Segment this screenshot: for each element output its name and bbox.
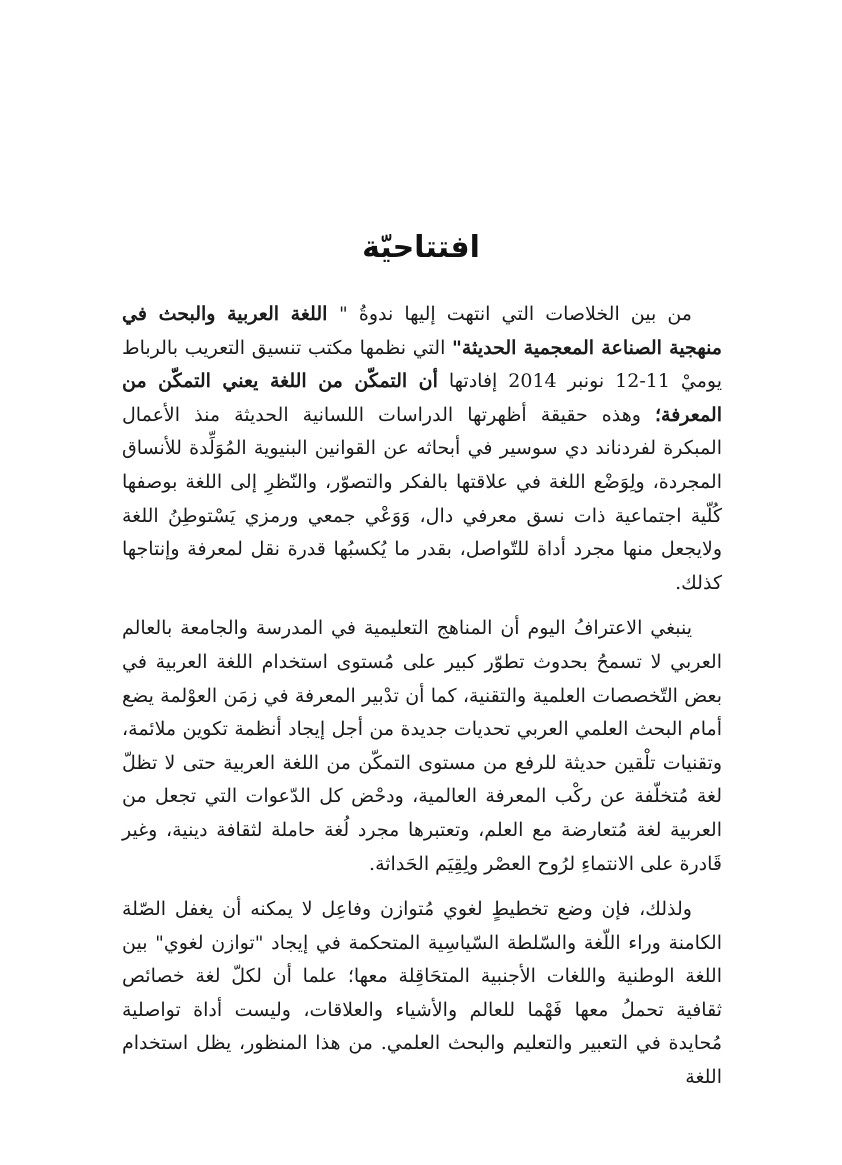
article-body [122,298,722,1107]
paragraph-3: ولذلك، فإن وضع تخطيطٍ لغوي مُتوازن وفاعِل لا يمكنه أن يغفل الصّلة الكامنة وراء اللّغة والسّلطة السّياسِية المتحكمة في إيجاد "توازن لغوي" بين اللغة الوطنية واللغات الأجنبية المتحَاقِلة معها؛ علما أن لكلّ لغة خصائص ثقافية تحملُ معها فَهْما للعالم والأشياء والعلاقات، وليست أداة تواصلية مُحايدة في التعبير والتعليم والبحث العلمي. من هذا المنظور، يظل استخدام اللغة [122,898,722,1089]
paragraph-1-intro: من بين الخلاصات التي انتهت إليها ندوةُ " [339,303,692,325]
paragraph-1-rest: وهذه حقيقة أظهرتها الدراسات اللسانية الحديثة منذ الأعمال المبكرة لفردناند دي سوسير في أبحاثه عن القوانين البنيوية المُوَلِّدة للأنساق المجردة، ولِوَضْع اللغة في علاقتها بالفكر والتصوّر، والنّظرِ إلى اللغة بوصفها كُلّية اجتماعية ذات نسق معرفي دال، وَوَعْي جمعي ورمزي يَسْتوطِنُ اللغة ولايجعل منها مجرد أداة للتّواصل، بقدر ما يُكسبُها قدرة نقل لمعرفة وإنتاجها كذلك. [122,403,722,594]
paragraph-2: ينبغي الاعترافُ اليوم أن المناهج التعليمية في المدرسة والجامعة بالعالم العربي لا تسمحُ بحدوث تطوّر كبير على مُستوى استخدام اللغة العربية في بعض التّخصصات العلمية والتقنية، كما أن تدْبير المعرفة في زمَن العوْلمة يضع أمام البحث العلمي العربي تحديات جديدة من أجل إيجاد أنظمة تكوين ملائمة، وتقنيات تلْقين حديثة للرفع من مستوى التمكّن من اللغة العربية حتى لا تظلّ لغة مُتخلّفة عن ركْب المعرفة العالمية، ودحْض كل الدّعوات التي تجعل من العربية لغة مُتعارضة مع العلم، وتعتبرها مجرد لُغة حاملة لثقافة دينية، وغير قَادرة على الانتماءِ لرُوح العصْر ولِقِيَم الحَداثة. [122,617,722,875]
page-title: افتتاحيّة [362,230,480,265]
key-conclusion: أن التمكّن من اللغة يعني التمكّن من المعرفة؛ [122,370,722,426]
paragraph-1-middle: التي نظمها مكتب تنسيق التعريب بالرباط يوميْ 11-12 نونبر 2014 إفادتها [122,336,723,393]
symposium-title: اللغة العربية والبحث في منهجية الصناعة المعجمية الحديثة" [122,303,722,359]
paragraph-1 [122,298,722,600]
